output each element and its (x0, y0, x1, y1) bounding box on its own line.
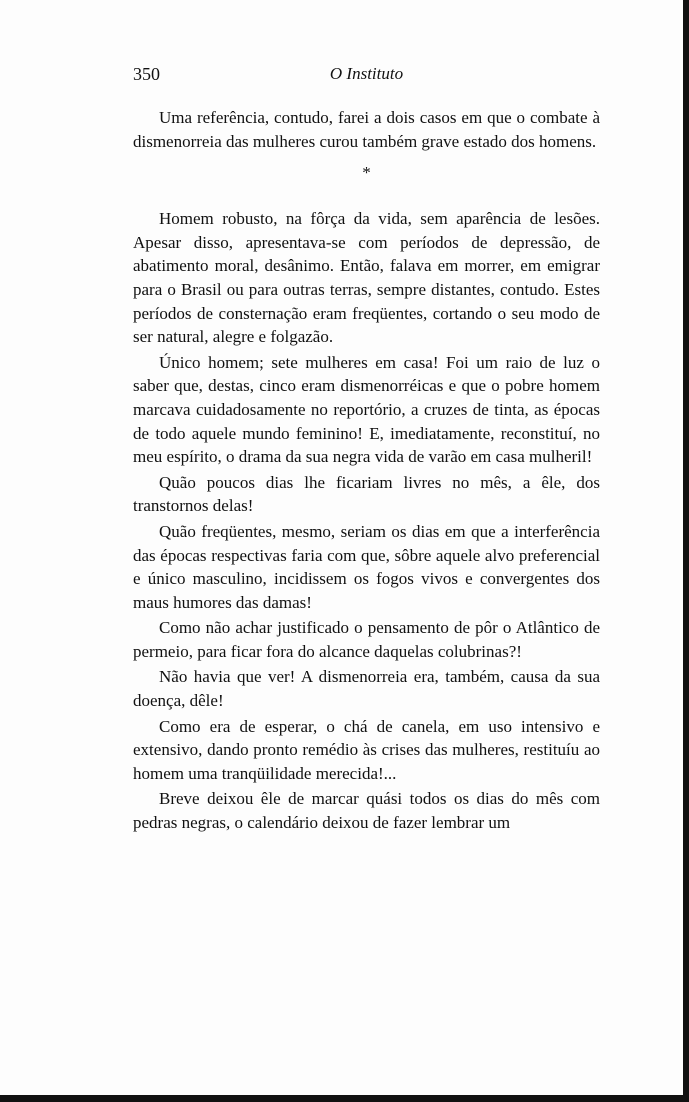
paragraph: Como não achar justificado o pensamento de pôr o Atlântico de permeio, para ficar fora do alcance daquelas colubrinas?! (133, 618, 600, 661)
paragraph: Como era de esperar, o chá de canela, em uso intensivo e extensivo, dando pronto remédio às crises das mulheres, restituíu ao homem uma tranqüilidade merecida!... (133, 716, 600, 783)
page-number: 350 (133, 64, 160, 84)
paragraph: Não havia que ver! A dismenorreia era, também, causa da sua doença, dêle! (133, 667, 600, 711)
running-title: O Instituto (329, 64, 404, 83)
paragraph: Quão freqüentes, mesmo, seriam os dias em que a interferência das épocas respectivas faria com que, sôbre aquele alvo preferencial e único masculino, incidissem os fogos vivos e convergentes dos maus humores das damas! (133, 521, 600, 612)
page-header (133, 64, 600, 90)
paragraph: Quão poucos dias lhe ficariam livres no mês, a êle, dos transtornos delas! (133, 472, 600, 516)
paragraph: Homem robusto, na fôrça da vida, sem aparência de lesões. Apesar disso, apresentava-se com períodos de depressão, de abatimento moral, desânimo. Então, falava em morrer, em emigrar para o Brasil ou para outras terras, sempre distantes, contudo. Estes períodos de consternação eram freqüentes, cortando o seu modo de ser natural, alegre e folgazão. (133, 209, 600, 347)
paragraph: Único homem; sete mulheres em casa! Foi um raio de luz o saber que, destas, cinco eram dismenorréicas e que o pobre homem marcava cuidadosamente no reportório, a cruzes de tinta, as épocas de todo aquele mundo feminino! E, imediatamente, reconstituí, no meu espírito, o drama da sua negra vida de varão em casa mulheril! (133, 352, 600, 467)
section-separator: * (362, 163, 371, 183)
paragraph: Breve deixou êle de marcar quási todos os dias do mês com pedras negras, o calendário deixou de fazer lembrar um (133, 789, 600, 833)
paragraph: Uma referência, contudo, farei a dois casos em que o combate à dismenorreia das mulheres curou também grave estado dos homens. (133, 108, 600, 151)
body-text (133, 106, 600, 837)
